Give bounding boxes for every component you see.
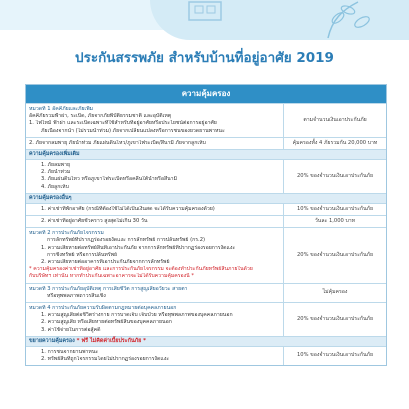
row-coverage: 20% ของจำนวนเงินเอาประกันภัย <box>297 251 373 258</box>
section-bonus-label: ขยายความคุ้มครอง <box>29 337 75 344</box>
table-row <box>26 302 386 336</box>
table-row <box>26 137 386 149</box>
group-title: หมวดที่ 4 การประกันภัยความรับผิดตามกฎหมายต่อบุคคลภายนอก <box>29 305 177 312</box>
table-row <box>26 103 386 137</box>
warning-note: กับบริษัทฯ เท่านั้น หากทำประกันเฉพาะอาคารจะไม่ได้รับความคุ้มครองนี้ * <box>29 273 194 280</box>
table-row <box>26 227 386 282</box>
page-title: ประกันสรรพภัย สำหรับบ้านที่อยู่อาศัย 2019 <box>75 50 334 66</box>
house-icon <box>185 0 225 22</box>
section-bonus <box>26 336 386 346</box>
coverage-table <box>25 84 387 366</box>
section-extra: ความคุ้มครองอื่นๆ <box>26 193 386 203</box>
row-description <box>26 284 284 302</box>
row-line: 1. ไฟไหม้ ฟ้าผ่า และระเบิดเฉพาะที่ใช้สำหรับที่อยู่อาศัยหรือประโยชน์ต่อการอยู่อาศัย <box>29 120 217 127</box>
row-description <box>26 303 284 336</box>
row-line: 3. ภัยแผ่นดินไหว หรือภูเขาไฟระเบิดหรือคลื่นใต้น้ำหรือสึนามิ <box>41 176 177 183</box>
table-row <box>26 346 386 365</box>
row-coverage: 10% ของจำนวนเงินเอาประกันภัย <box>297 205 373 212</box>
table-heading: ความคุ้มครอง <box>26 85 386 103</box>
row-line: 2. ภัยจากลมพายุ ภัยน้ำท่วม ภัยแผ่นดินไหว/ภูเขาไฟระเบิด/สึนามิ ภัยจากลูกเห็บ <box>29 139 206 146</box>
row-line: 2. ความเสียหายต่ออาคารที่เอาประกันภัยจากการลักทรัพย์ <box>41 259 170 266</box>
row-line: หรือทุพพลภาพถาวรสิ้นเชิง <box>47 292 106 299</box>
row-line: 1. การชนจากยานพาหนะ <box>41 348 99 355</box>
row-description <box>26 204 284 215</box>
row-description <box>26 228 284 282</box>
row-line: การชิงทรัพย์ หรือการปล้นทรัพย์ <box>47 251 118 258</box>
table-row <box>26 203 386 215</box>
row-line: 1. ภัยลมพายุ <box>41 162 71 169</box>
row-coverage: วันละ 1,000 บาท <box>314 218 356 225</box>
row-coverage: 10% ของจำนวนเงินเอาประกันภัย <box>297 352 373 359</box>
row-line: 2. ความสูญเสีย หรือเสียหายต่อทรัพย์สินของบุคคลภายนอก <box>41 319 172 326</box>
row-description <box>26 347 284 365</box>
section-additional: ความคุ้มครองเพิ่มเติม <box>26 149 386 159</box>
row-line: 2. ค่าเช่าที่อยู่อาศัยชั่วคราว สูงสุดไม่เกิน 30 วัน <box>41 218 148 225</box>
row-coverage: ตามจำนวนเงินเอาประกันภัย <box>303 116 367 123</box>
row-description <box>26 138 284 149</box>
row-coverage: ไม่คุ้มครอง <box>322 289 348 296</box>
row-description <box>26 160 284 193</box>
header-banner <box>0 0 409 74</box>
row-description <box>26 104 284 137</box>
group-title: หมวดที่ 1 อัคคีภัยและภัยเพิ่ม <box>29 106 94 112</box>
warning-note: * ความคุ้มครองค่าเช่าที่อยู่อาศัย และการประกันภัยโจรกรรม จะต้องทำประกันภัยทรัพย์สินภายในด้วย <box>29 266 253 273</box>
row-line: 2. ภัยน้ำท่วม <box>41 169 71 176</box>
row-description <box>26 216 284 227</box>
row-coverage: 20% ของจำนวนเงินเอาประกันภัย <box>297 172 373 179</box>
table-row <box>26 215 386 227</box>
row-line: 4. ภัยลูกเห็บ <box>41 183 69 190</box>
row-coverage: คุ้มครองทั้ง 4 ภัยรวมกัน 20,000 บาท <box>292 139 378 146</box>
table-row <box>26 283 386 302</box>
row-line: อัคคีภัยรวมฟ้าผ่า, ระเบิด, ภัยจากภัยพิบัติธรรมชาติ และอุบัติเหตุ <box>29 113 172 120</box>
section-bonus-note: * ฟรี ไม่คิดค่าเบี้ยประกันภัย * <box>76 337 146 344</box>
group-title: หมวดที่ 3 การประกันภัยอุบัติเหตุ การเสียชีวิต การสูญเสียอวัยวะ สายตา <box>29 285 188 292</box>
group-title: หมวดที่ 2 การประกันภัยโจรกรรม <box>29 230 104 237</box>
row-line: 2. ทรัพย์สินที่ถูกโจรกรรมโดยไม่ปรากฏร่องรอยการงัดแงะ <box>41 356 170 363</box>
row-line: 1. ค่าเช่าที่พักอาศัย (กรณีที่ต้องใช้ไม่ได้เป็นเงินสด จะได้รับความคุ้มครองด้วย) <box>41 205 215 212</box>
row-line: 1. ความสูญเสียต่อชีวิตร่างกาย การบาดเจ็บ เจ็บป่วย หรือทุพพลภาพของบุคคลภายนอก <box>41 312 233 319</box>
row-line: ภัยเนื่องจากน้ำ (ไม่รวมน้ำท่วม) ภัยจากเปลี่ยนแปลงหรือการชนของยวดยานพาหนะ <box>41 127 225 134</box>
row-coverage: 20% ของจำนวนเงินเอาประกันภัย <box>297 315 373 322</box>
leaves-icon <box>318 0 378 40</box>
row-line: การลักทรัพย์ที่ปรากฏร่องรอยงัดแงะ การลักทรัพย์ การปล้นทรัพย์ (กร.2) <box>47 237 206 244</box>
row-line: 1. ความเสียหายต่อทรัพย์สินที่เอาประกันภัย จากการลักทรัพย์ที่ปรากฏร่องรอยการงัดแงะ <box>41 244 236 251</box>
row-line: 3. ค่าใช้จ่ายในการต่อสู้คดี <box>41 326 101 333</box>
table-row <box>26 159 386 193</box>
